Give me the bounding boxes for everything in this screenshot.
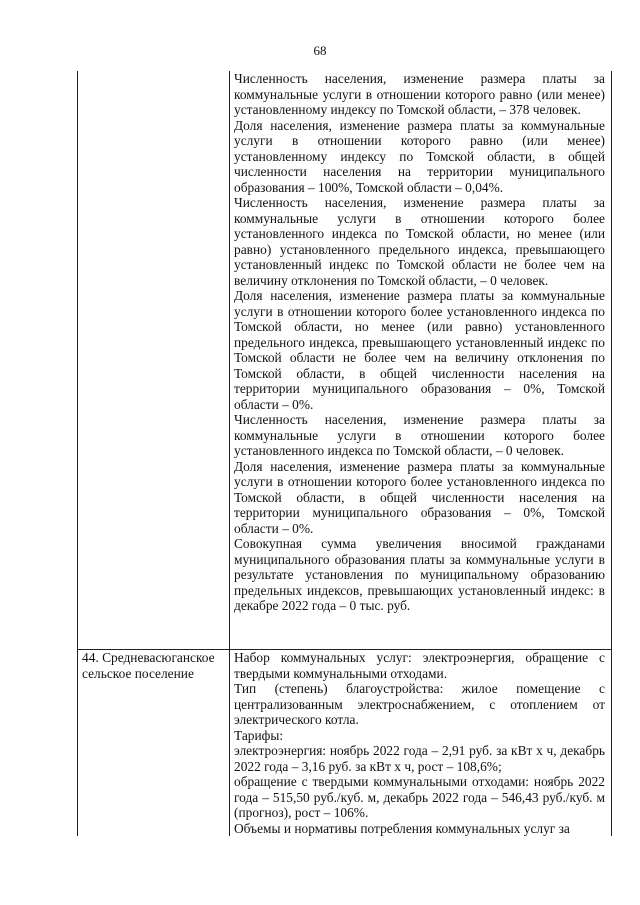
paragraph: Набор коммунальных услуг: электроэнергия, обращение с твердыми коммунальными отходами.	[234, 650, 605, 681]
page-number: 68	[313, 43, 327, 58]
paragraph: Тип (степень) благоустройства: жилое помещение с централизованным электроснабжением, с отоплением от электрического котла.	[234, 681, 605, 727]
paragraph: Совокупная сумма увеличения вносимой гражданами муниципального образования платы за коммунальные услуги в результате установления по муниципальному образованию предельных индексов, превышающих установленный индекс: в декабре 2022 года – 0 тыс. руб.	[234, 536, 605, 613]
table-row	[78, 71, 612, 650]
paragraph: Численность населения, изменение размера платы за коммунальные услуги в отношении которого более установленного индекса по Томской области, но менее (или равно) установленного предельного индекса, превышающего установленный индекс по Томской области не более чем на величину отклонения по Томской области, – 0 человек.	[234, 195, 605, 288]
indicators-cell	[230, 71, 612, 650]
indicators-cell	[230, 650, 612, 837]
paragraph: Доля населения, изменение размера платы за коммунальные услуги в отношении которого более установленного индекса по Томской области, но менее (или равно) установленного предельного индекса, превышающего установленный индекс по Томской области не более чем на величину отклонения по Томской области, в общей численности населения на территории муниципального образования – 0%, Томской области – 0%.	[234, 288, 605, 412]
paragraph: Численность населения, изменение размера платы за коммунальные услуги в отношении которого более установленного индекса по Томской области, – 0 человек.	[234, 412, 605, 458]
paragraph: Доля населения, изменение размера платы за коммунальные услуги в отношении которого более установленного индекса по Томской области, в общей численности населения на территории муниципального образования – 0%, Томской области – 0%.	[234, 458, 605, 536]
paragraph: Численность населения, изменение размера платы за коммунальные услуги в отношении которого равно (или менее) установленному индексу по Томской области, – 378 человек.	[234, 71, 605, 117]
municipality-cell	[78, 71, 230, 650]
paragraph: Доля населения, изменение размера платы за коммунальные услуги в отношении которого равно (или менее) установленному индексу по Томской области, в общей численности населения на территории муниципального образования – 100%, Томской области – 0,04%.	[234, 117, 605, 195]
table-row	[78, 650, 612, 837]
paragraph: Объемы и нормативы потребления коммунальных услуг за	[234, 820, 570, 836]
municipality-cell: 44. Средневасюганское сельское поселение	[78, 650, 230, 837]
paragraph: обращение с твердыми коммунальными отходами: ноябрь 2022 года – 515,50 руб./куб. м, декабрь 2022 года – 546,43 руб./куб. м (прогноз), рост – 106%.	[234, 774, 605, 820]
paragraph: Тарифы:	[234, 727, 284, 743]
document-table	[77, 71, 612, 836]
paragraph: электроэнергия: ноябрь 2022 года – 2,91 руб. за кВт х ч, декабрь 2022 года – 3,16 руб. за кВт х ч, рост – 108,6%;	[234, 743, 605, 774]
